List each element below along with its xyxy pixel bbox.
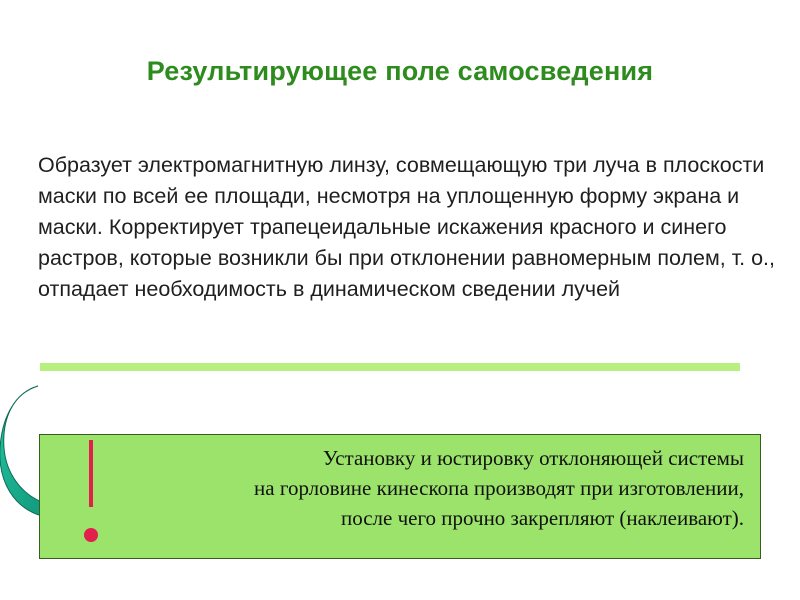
slide-title: Результирующее поле самосведения [146,56,654,86]
note-box [39,434,761,559]
exclamation-bar [89,440,93,507]
divider-bar [40,363,740,371]
note-text [124,443,744,533]
exclamation-dot [84,528,98,542]
note-line: после чего прочно закрепляют (наклеивают). [340,506,744,530]
body-paragraph: Образует электромагнитную линзу, совмещающую три луча в плоскости маски по всей ее площади, несмотря на уплощенную форму экрана и маски. Корректирует трапецеидальные искажения красного и синего растров, которые возникли бы при отклонении равномерным полем, т. о., отпадает необходимость в динамическом сведении лучей [38,153,776,301]
note-line: Установку и юстировку отклоняющей системы [322,446,744,470]
note-line: на горловине кинескопа производят при изготовлении, [254,476,744,500]
